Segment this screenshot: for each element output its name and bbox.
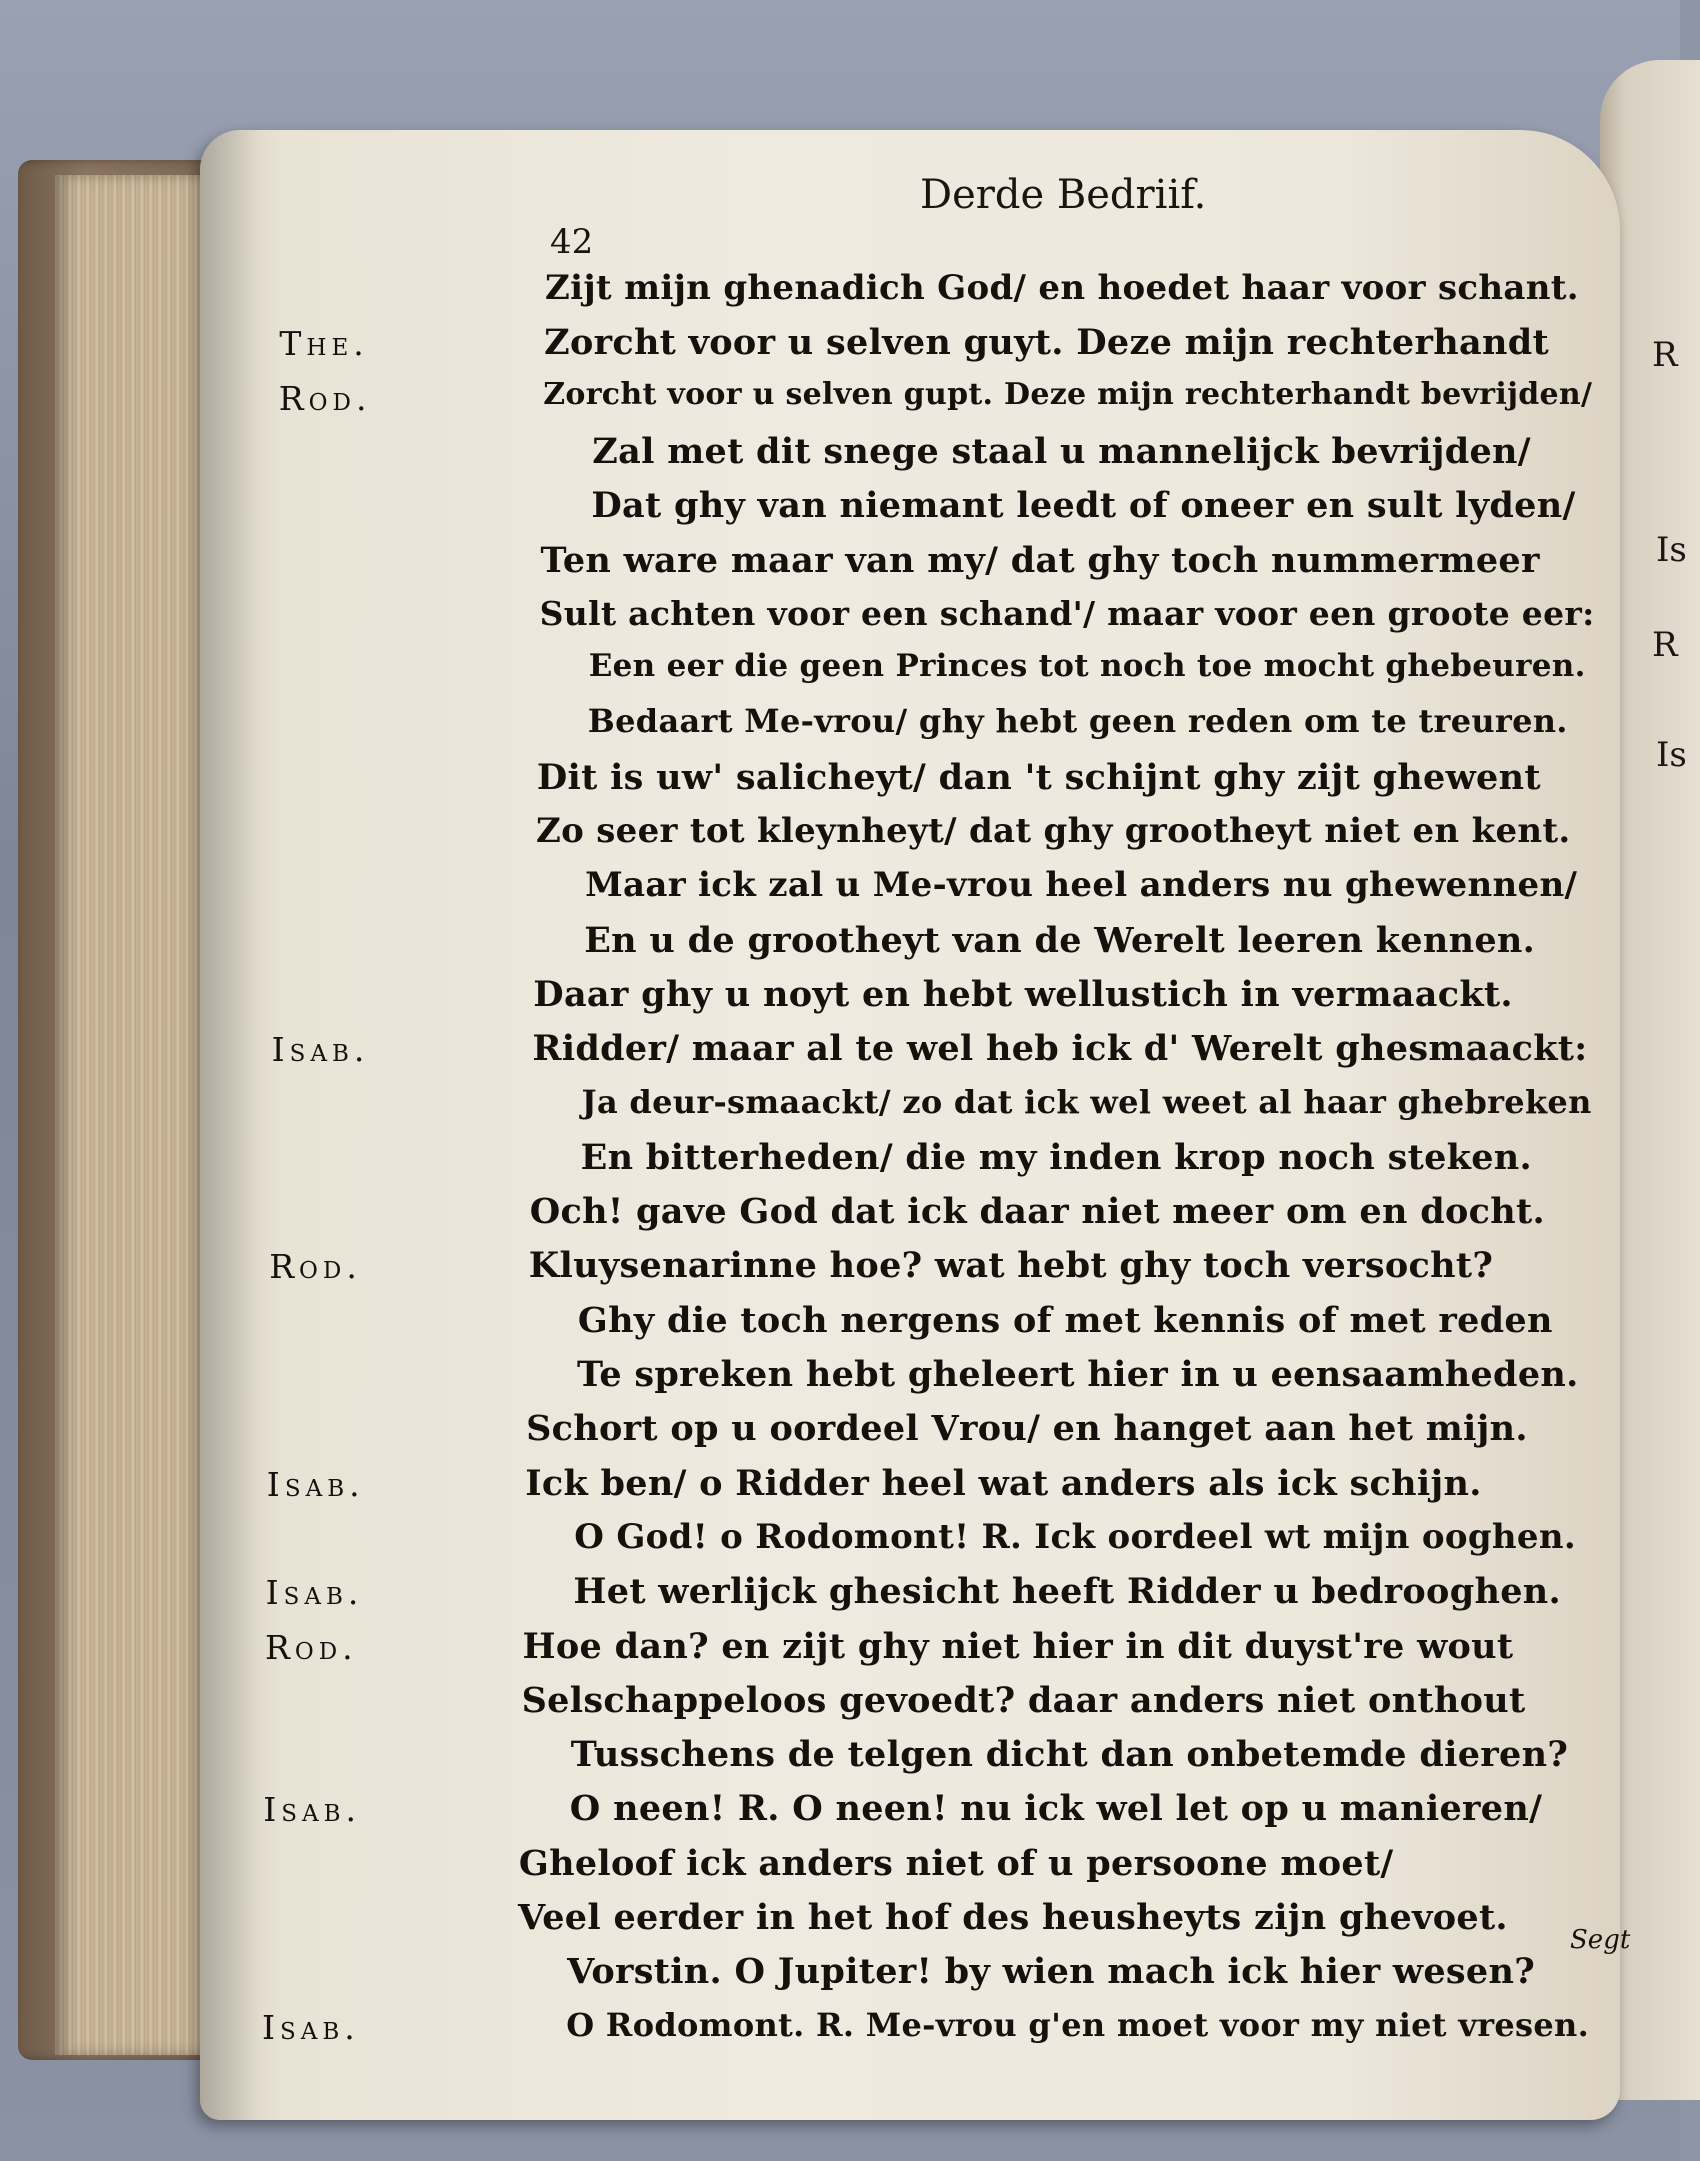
- verse-line: Maar ick zal u Me-vrou heel anders nu ghewennen/: [585, 865, 1578, 906]
- book-page: [200, 130, 1631, 2120]
- speaker-label: Isab.: [262, 2007, 360, 2047]
- verse-line: Och! gave God dat ick daar niet meer om en docht.: [529, 1191, 1545, 1233]
- verse-line: Tusschens de telgen dicht dan onbetemde dieren?: [570, 1734, 1569, 1776]
- verse-line: Zijt mijn ghenadich God/ en hoedet haar voor schant.: [545, 268, 1579, 308]
- facing-page-fragment: R: [1652, 625, 1678, 665]
- verse-line: Sult achten voor een schand'/ maar voor een groote eer:: [539, 593, 1595, 633]
- gutter-shadow: [200, 130, 260, 2120]
- verse-line: Het werlijck ghesicht heeft Ridder u bedrooghen.: [573, 1571, 1562, 1613]
- verse-line: Bedaart Me-vrou/ ghy hebt geen reden om te treuren.: [587, 702, 1568, 741]
- verse-line: Dit is uw' salicheyt/ dan 't schijnt ghy zijt ghewent: [536, 756, 1541, 798]
- verse-line: Ghy die toch nergens of met kennis of met reden: [577, 1299, 1553, 1341]
- speaker-label: Rod.: [278, 378, 372, 418]
- verse-line: Een eer die geen Princes tot noch toe mocht ghebeuren.: [588, 648, 1586, 685]
- verse-line: Ridder/ maar al te wel heb ick d' Werelt ghesmaackt:: [532, 1028, 1588, 1070]
- verse-line: Ten ware maar van my/ dat ghy toch nummermeer: [540, 539, 1540, 581]
- catchword: Segt: [1570, 1925, 1631, 1955]
- verse-line: Zo seer tot kleynheyt/ dat ghy grootheyt niet en kent.: [536, 811, 1571, 851]
- verse-line: En bitterheden/ die my inden krop noch steken.: [580, 1136, 1532, 1178]
- running-header: Derde Bedriif.: [920, 172, 1207, 218]
- verse-line: Vorstin. O Jupiter! by wien mach ick hier wesen?: [567, 1951, 1536, 1993]
- speaker-label: Isab.: [266, 1464, 365, 1504]
- facing-page-fragment: Is: [1656, 735, 1687, 775]
- speaker-label: Rod.: [269, 1247, 362, 1287]
- speaker-label: Isab.: [271, 1030, 370, 1070]
- verse-line: Schort op u oordeel Vrou/ en hanget aan het mijn.: [526, 1408, 1528, 1450]
- verse-line: Daar ghy u noyt en hebt wellustich in vermaackt.: [533, 973, 1513, 1015]
- verse-line: Selschappeloos gevoedt? daar anders niet onthout: [521, 1679, 1526, 1721]
- verse-line: O God! o Rodomont! R. Ick oordeel wt mijn ooghen.: [574, 1516, 1577, 1557]
- verse-line: Te spreken hebt gheleert hier in u eensaamheden.: [577, 1354, 1579, 1395]
- verse-line: Dat ghy van niemant leedt of oneer en sult lyden/: [591, 485, 1576, 527]
- verse-line: En u de grootheyt van de Werelt leeren kennen.: [584, 919, 1536, 961]
- verse-line: Ick ben/ o Ridder heel wat anders als ick schijn.: [525, 1462, 1482, 1504]
- speaker-label: Rod.: [265, 1627, 358, 1667]
- verse-line: Veel eerder in het hof des heusheyts zijn ghevoet.: [518, 1897, 1508, 1938]
- verse-line: Gheloof ick anders niet of u persoone moet/: [518, 1842, 1394, 1884]
- verse-line: Kluysenarinne hoe? wat hebt ghy toch versocht?: [528, 1245, 1494, 1287]
- verse-line: O neen! R. O neen! nu ick wel let op u manieren/: [569, 1788, 1543, 1830]
- speaker-label: Isab.: [263, 1790, 361, 1830]
- speaker-label: Isab.: [265, 1573, 364, 1613]
- verse-line: Hoe dan? en zijt ghy niet hier in dit duyst're wout: [522, 1625, 1514, 1667]
- facing-page-fragment: R: [1652, 335, 1678, 375]
- speaker-label: The.: [279, 324, 369, 364]
- facing-page-fragment: Is: [1656, 530, 1687, 570]
- verse-line: Zorcht voor u selven guyt. Deze mijn rechterhandt: [544, 322, 1549, 364]
- verse-line: Zorcht voor u selven gupt. Deze mijn rechterhandt bevrijden/: [543, 376, 1593, 412]
- verse-line: O Rodomont. R. Me-vrou g'en moet voor my niet vresen.: [566, 2005, 1590, 2044]
- verse-line: Zal met dit snege staal u mannelijck bevrijden/: [592, 430, 1531, 472]
- verse-line: Ja deur-smaackt/ zo dat ick wel weet al haar ghebreken: [581, 1082, 1592, 1121]
- page-number: 42: [550, 222, 594, 262]
